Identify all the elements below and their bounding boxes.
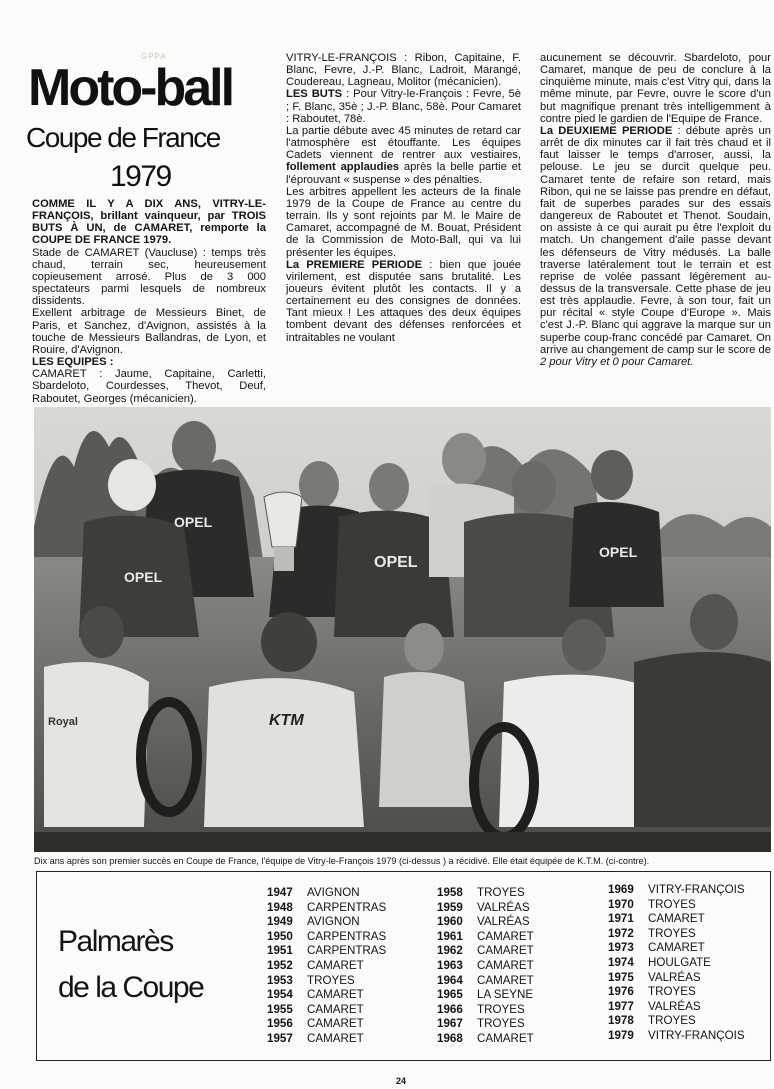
palmares-column-3 <box>608 883 745 1044</box>
article-intro: COMME IL Y A DIX ANS, VITRY-LE-FRANÇOIS, brillant vainqueur, par TROIS BUTS À UN, de CAMARET, remporte la COUPE DE FRANCE 1979. <box>32 198 266 247</box>
palmares-row <box>437 901 534 916</box>
palmares-column-1 <box>267 886 386 1047</box>
palmares-team: CAMARET <box>477 973 534 987</box>
palmares-row <box>608 1000 745 1015</box>
article-title: Moto-ball <box>28 59 233 117</box>
article-subtitle: Coupe de France <box>26 122 220 153</box>
palmares-row <box>608 1029 745 1044</box>
palmares-row <box>437 930 534 945</box>
article-paragraph-deuxieme <box>540 125 771 368</box>
palmares-team: CAMARET <box>307 1017 364 1031</box>
deuxieme-score: 2 pour Vitry et 0 pour Camaret. <box>540 355 694 368</box>
palmares-year: 1957 <box>267 1031 293 1045</box>
palmares-year: 1979 <box>608 1028 634 1042</box>
palmares-row <box>267 974 386 989</box>
article-paragraph-buts <box>286 88 521 124</box>
palmares-row <box>608 956 745 971</box>
palmares-row <box>437 1017 534 1032</box>
palmares-year: 1953 <box>267 973 293 987</box>
palmares-team: CAMARET <box>307 1031 364 1045</box>
palmares-team: CAMARET <box>477 958 534 972</box>
palmares-team: AVIGNON <box>307 886 360 899</box>
palmares-team: VITRY-FRANÇOIS <box>648 1028 745 1042</box>
palmares-year: 1956 <box>267 1017 293 1031</box>
palmares-team: CARPENTRAS <box>307 944 387 958</box>
article-paragraph-arbitres: Les arbitres appellent les acteurs de la finale 1979 de la Coupe de France au centre du terrain. Ils y sont rejoints par M. le Maire de Camaret, accompagné de M. Bouat, Président de la Commission de Moto-Ball, qui va lui présenter les équipes. <box>286 185 521 259</box>
palmares-team: VITRY-FRANÇOIS <box>648 883 745 896</box>
pencil-mark: GPPA <box>141 52 167 61</box>
palmares-team: TROYES <box>648 926 696 940</box>
palmares-year: 1954 <box>267 988 293 1002</box>
palmares-team: HOULGATE <box>648 955 711 969</box>
palmares-year: 1970 <box>608 897 634 911</box>
article-year: 1979 <box>110 160 171 193</box>
palmares-team: CARPENTRAS <box>307 929 387 943</box>
palmares-row <box>267 959 386 974</box>
article-column-1 <box>32 198 266 405</box>
palmares-row <box>437 959 534 974</box>
palmares-row <box>608 971 745 986</box>
palmares-year: 1966 <box>437 1002 463 1016</box>
palmares-team: VALRÉAS <box>648 999 701 1013</box>
palmares-year: 1978 <box>608 1014 634 1028</box>
palmares-year: 1975 <box>608 970 634 984</box>
palmares-row <box>608 898 745 913</box>
palmares-team: TROYES <box>648 1014 696 1028</box>
palmares-year: 1955 <box>267 1002 293 1016</box>
palmares-year: 1964 <box>437 973 463 987</box>
palmares-year: 1950 <box>267 929 293 943</box>
photo-caption: Dix ans après son premier succès en Coupe de France, l'équipe de Vitry-le-François 1979 (ci-dessus ) a récidivé. Elle était équipée de K.T.M. (ci-contre). <box>34 856 650 866</box>
palmares-team: CAMARET <box>307 958 364 972</box>
jersey-text-royal: Royal <box>48 716 78 728</box>
palmares-team: CAMARET <box>648 941 705 955</box>
article-paragraph-premiere <box>286 259 521 344</box>
deuxieme-text: : débute après un arrêt de dix minutes car il fait très chaud et il faut laisser le temps d'arroser, aussi, la pelouse. Le jeu se durcit quelque peu. Camaret tente de refaire son retard, mais Ribon, qui ne se laisse pas prendre en défaut, fait de superbes parades sur des essais dangereux de Raboutet et Thenot. Soudain, on assiste à ce qui aurait pu être l'exploit du match. Un changement d'aile passe devant les défenseurs de Vitry médusés. La balle traverse latéralement tout le terrain et est reprise de volée passant légèrement au-dessus de la transversale. Cette phase de jeu est très applaudie. Fevre, à son tour, fait un pur récital « style Coupe d'Europe ». Mais c'est J.-P. Blanc qui aggrave la marque sur un superbe coup-franc concédé par Camaret. On arrive au changement de camp sur le score de <box>540 124 771 356</box>
palmares-team: CAMARET <box>648 912 705 926</box>
palmares-year: 1962 <box>437 944 463 958</box>
palmares-year: 1949 <box>267 915 293 929</box>
palmares-team: CAMARET <box>477 944 534 958</box>
palmares-team: TROYES <box>477 886 525 899</box>
article-paragraph-vitry: VITRY-LE-FRANÇOIS : Ribon, Capitaine, F. Blanc, Fevre, J.-P. Blanc, Ladroit, Marangé, Coudereau, Lagneau, Molitor (mécanicien). <box>286 52 521 89</box>
palmares-row <box>437 988 534 1003</box>
article-paragraph-arbitrage: Exellent arbitrage de Messieurs Binet, de Paris, et Sanchez, d'Avignon, assistés à la touche de Messieurs Ballandras, de Lyon, et Rouire, d'Avignon. <box>32 307 266 356</box>
palmares-row <box>437 1032 534 1047</box>
palmares-year: 1951 <box>267 944 293 958</box>
jersey-text-4: OPEL <box>599 544 638 560</box>
palmares-team: CARPENTRAS <box>307 900 387 914</box>
debut-text-bold: follement applaudies <box>286 161 400 174</box>
section-heading-premiere: La PREMIERE PERIODE <box>286 258 423 271</box>
article-paragraph-debut <box>286 125 521 186</box>
palmares-year: 1958 <box>437 886 463 899</box>
palmares-row <box>437 974 534 989</box>
palmares-row <box>437 944 534 959</box>
palmares-team: TROYES <box>477 1002 525 1016</box>
palmares-team: LA SEYNE <box>477 988 534 1002</box>
palmares-row <box>267 901 386 916</box>
palmares-title-line2: de la Coupe <box>58 971 204 1004</box>
palmares-row <box>267 886 386 901</box>
palmares-year: 1976 <box>608 985 634 999</box>
palmares-row <box>437 1003 534 1018</box>
buts-text: : Pour Vitry-le-François : Fevre, 5è ; F. Blanc, 35è ; J.-P. Blanc, 58è. Pour Camaret : Raboutet, 78è. <box>286 88 521 125</box>
palmares-row <box>608 883 745 898</box>
section-heading-deuxieme: La DEUXIEME PERIODE <box>540 124 673 137</box>
palmares-year: 1971 <box>608 912 634 926</box>
page-number: 24 <box>396 1076 407 1086</box>
palmares-row <box>608 985 745 1000</box>
palmares-row <box>608 941 745 956</box>
article-paragraph-stade: Stade de CAMARET (Vaucluse) : temps très chaud, terrain sec, heureusement copieusement arrosé. Plus de 3 000 spectateurs parmi lesquels de nombreux dissidents. <box>32 246 266 308</box>
palmares-row <box>267 1017 386 1032</box>
palmares-row <box>267 988 386 1003</box>
team-photo <box>34 407 771 852</box>
palmares-team: VALRÉAS <box>477 915 530 929</box>
palmares-row <box>267 930 386 945</box>
palmares-year: 1968 <box>437 1031 463 1045</box>
jersey-text-1: OPEL <box>174 514 213 530</box>
article-paragraph-premiere-cont: aucunement se découvrir. Sbardeloto, pour Camaret, manque de peu de conclure à la cinquième minute, mais c'est Vitry qui, dans la même minute, par Fevre, ouvre le score d'un but magnifique prenant très intelligemment à contre pied le gardien de l'Equipe de France. <box>540 52 771 125</box>
palmares-row <box>608 912 745 927</box>
palmares-year: 1967 <box>437 1017 463 1031</box>
palmares-row <box>608 927 745 942</box>
palmares-column-2 <box>437 886 534 1047</box>
article-column-3 <box>540 52 771 368</box>
palmares-team: CAMARET <box>477 929 534 943</box>
palmares-year: 1947 <box>267 886 293 899</box>
palmares-year: 1972 <box>608 926 634 940</box>
palmares-team: TROYES <box>307 973 355 987</box>
palmares-year: 1959 <box>437 900 463 914</box>
palmares-row <box>267 944 386 959</box>
palmares-team: CAMARET <box>307 1002 364 1016</box>
palmares-team: TROYES <box>648 985 696 999</box>
palmares-team: TROYES <box>477 1017 525 1031</box>
jersey-text-ktm: KTM <box>269 712 304 729</box>
palmares-team: VALRÉAS <box>477 900 530 914</box>
palmares-year: 1965 <box>437 988 463 1002</box>
jersey-text-2: OPEL <box>124 569 163 585</box>
palmares-team: VALRÉAS <box>648 970 701 984</box>
palmares-title-line1: Palmarès <box>58 925 173 958</box>
debut-text-c: après la belle partie et l'éprouvant « suspense » des pénalties. <box>286 161 521 186</box>
article-column-2 <box>286 52 521 344</box>
palmares-row <box>267 1032 386 1047</box>
section-heading-equipes: LES EQUIPES : <box>32 356 114 369</box>
palmares-year: 1977 <box>608 999 634 1013</box>
article-paragraph-camaret: CAMARET : Jaume, Capitaine, Carletti, Sbardeloto, Courdesses, Thevot, Deuf, Raboutet, Georges (mécanicien). <box>32 368 266 405</box>
palmares-row <box>437 915 534 930</box>
palmares-year: 1963 <box>437 958 463 972</box>
palmares-row <box>267 915 386 930</box>
palmares-row <box>437 886 534 901</box>
premiere-text: : bien que jouée virilement, est disputée sans brutalité. Les joueurs évitent plutôt les contacts. Il y a certainement eu des consignes de données. Tant mieux ! Les attaques des deux équipes tombent devant des défenses renforcées et intraitables ne voulant <box>286 258 522 344</box>
palmares-year: 1948 <box>267 900 293 914</box>
palmares-year: 1969 <box>608 883 634 896</box>
palmares-row <box>608 1014 745 1029</box>
palmares-team: CAMARET <box>477 1031 534 1045</box>
palmares-year: 1974 <box>608 955 634 969</box>
jersey-text-3: OPEL <box>374 554 418 571</box>
palmares-team: CAMARET <box>307 988 364 1002</box>
debut-text-a: La partie débute avec 45 minutes de retard car l'atmosphère est étouffante. Les équipes Cadets viennent de rentrer aux vestiaires, <box>286 124 521 162</box>
section-heading-buts: LES BUTS <box>286 88 343 101</box>
palmares-team: AVIGNON <box>307 915 360 929</box>
palmares-year: 1961 <box>437 929 463 943</box>
palmares-year: 1973 <box>608 941 634 955</box>
palmares-year: 1960 <box>437 915 463 929</box>
palmares-row <box>267 1003 386 1018</box>
palmares-year: 1952 <box>267 958 293 972</box>
palmares-team: TROYES <box>648 897 696 911</box>
